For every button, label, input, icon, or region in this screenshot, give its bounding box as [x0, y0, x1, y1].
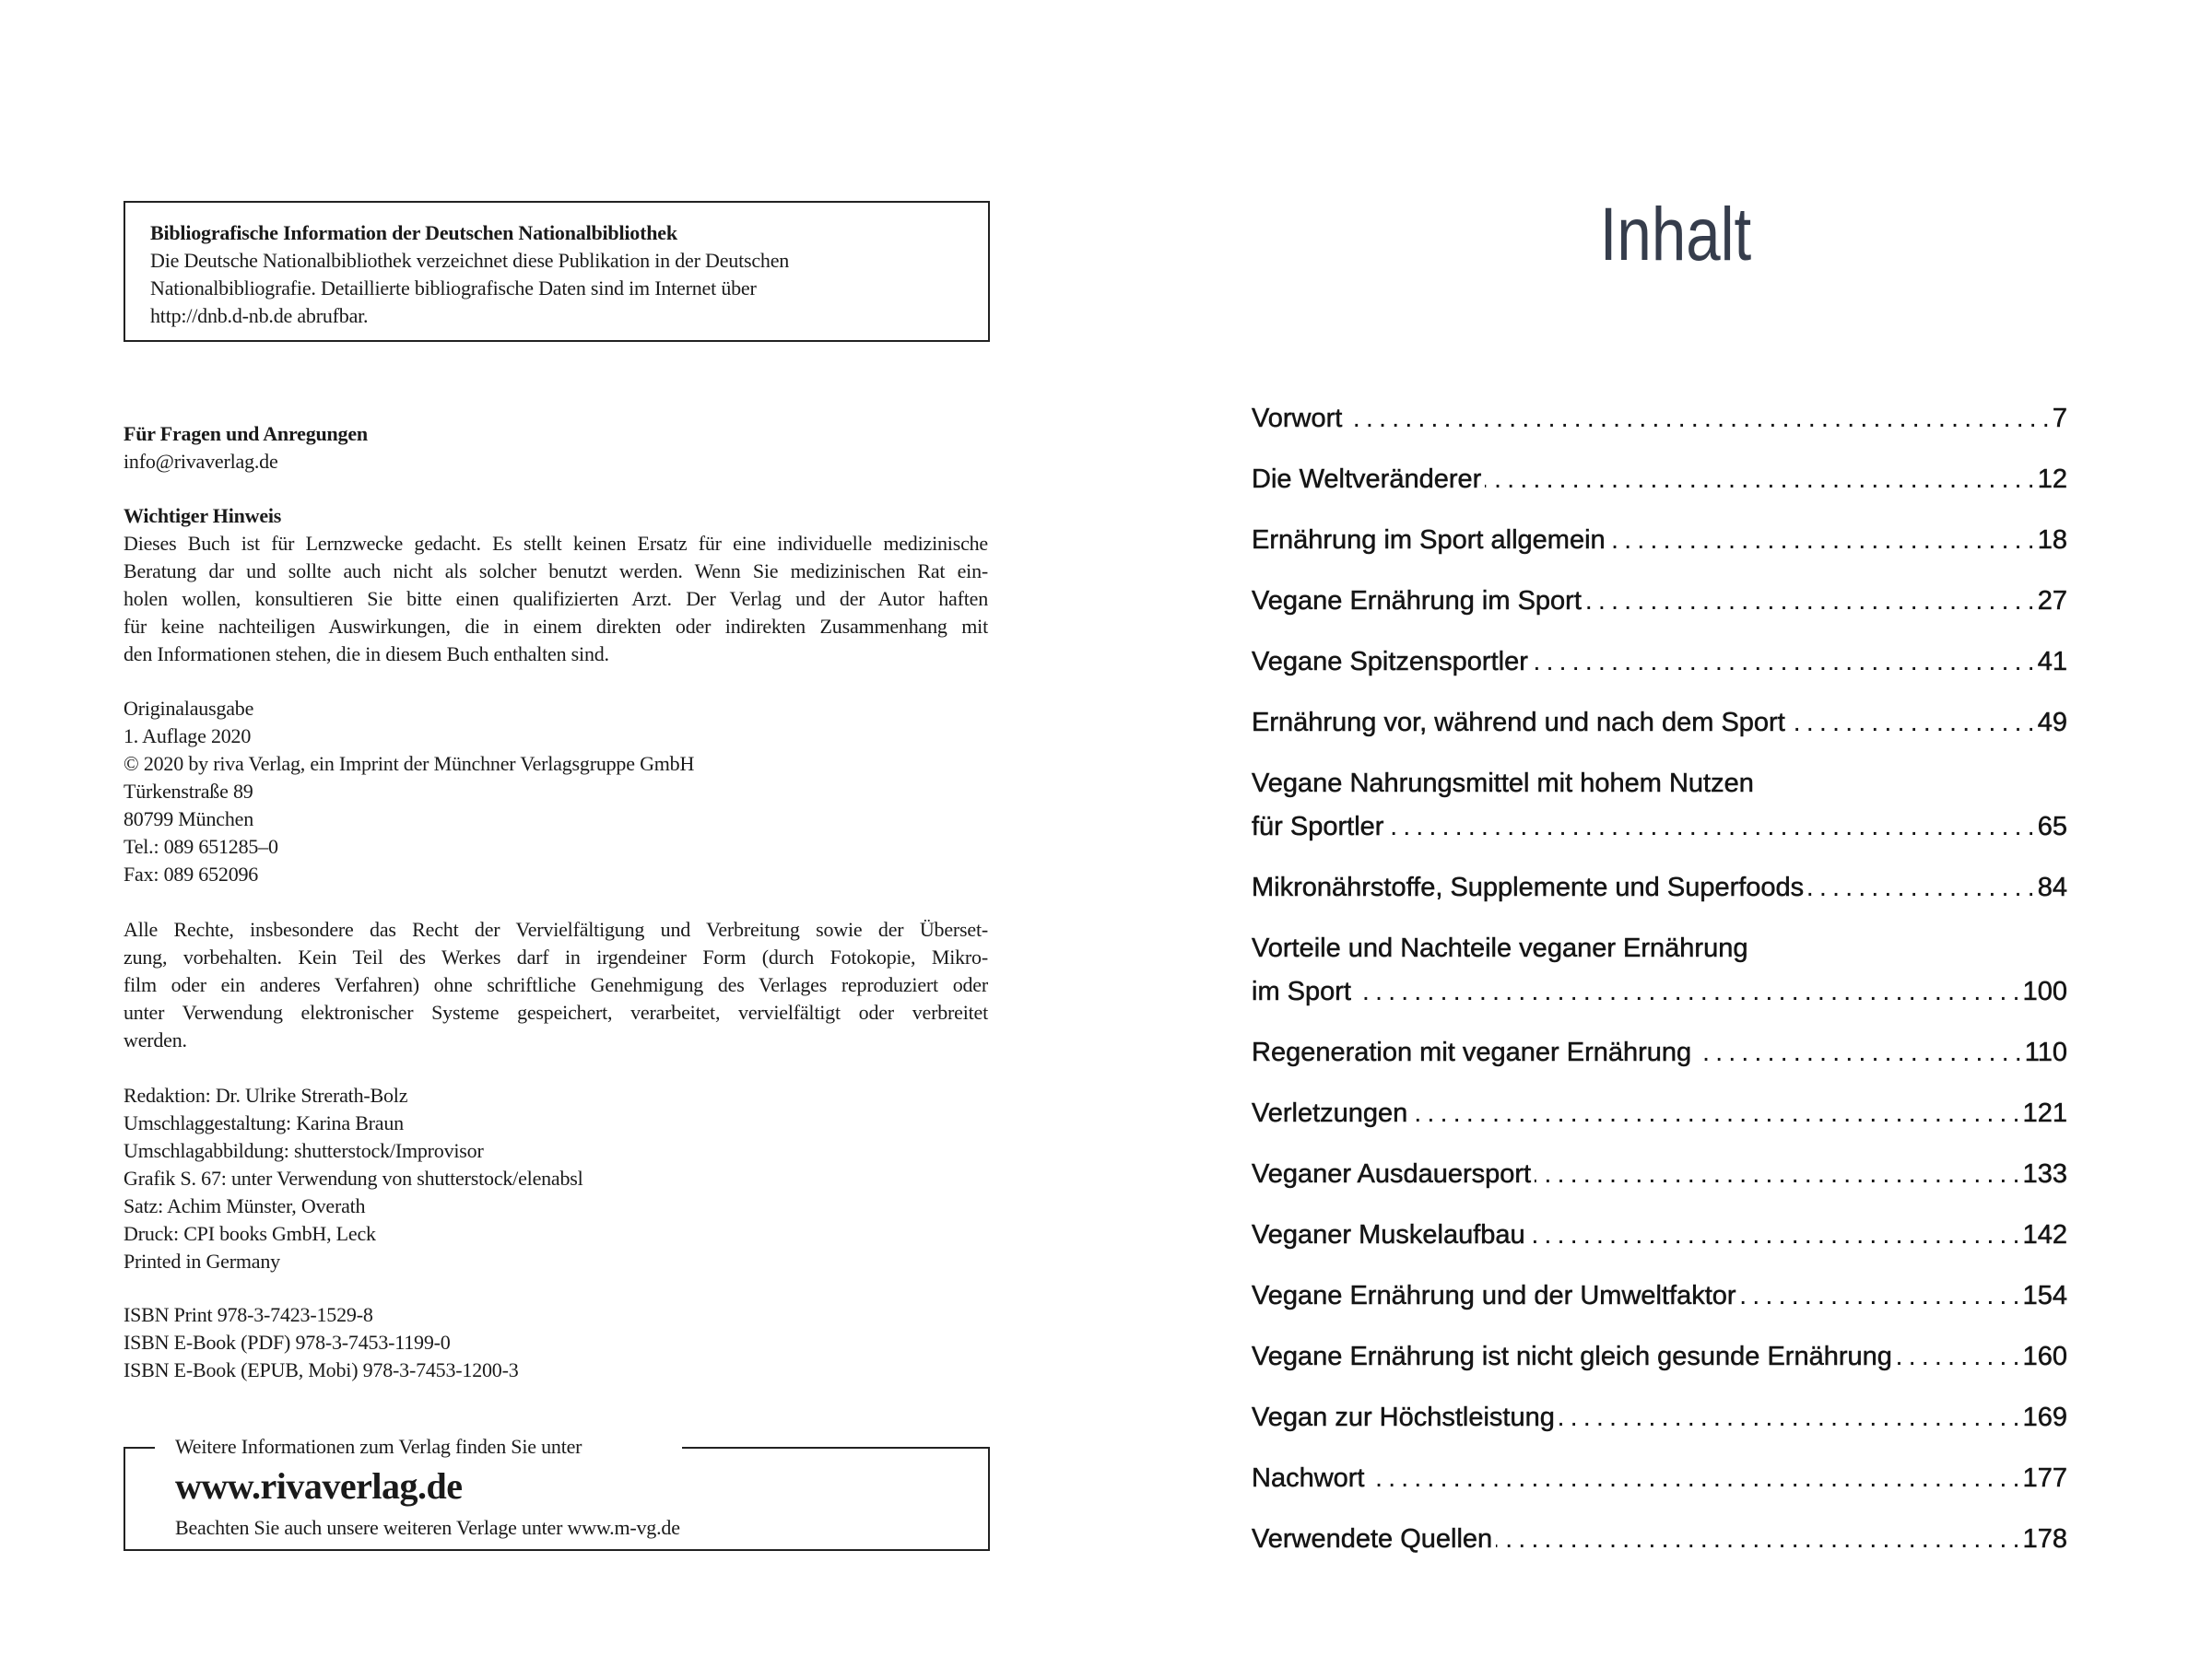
notice-line: Dieses Buch ist für Lernzwecke gedacht. Es stellt keinen Ersatz für eine individuelle medizinische: [124, 532, 988, 555]
toc-entry-line: [1252, 1457, 2067, 1500]
toc-leader-dots: [1740, 1275, 2019, 1318]
toc-entry[interactable]: [1252, 1335, 2067, 1379]
credit-line: Redaktion: Dr. Ulrike Strerath-Bolz: [124, 1084, 408, 1107]
toc-leader-dots: [1346, 397, 2049, 441]
toc-entry[interactable]: [1252, 762, 2067, 849]
toc-entry-line: [1252, 866, 2067, 910]
toc-entry[interactable]: [1252, 1153, 2067, 1196]
imprint-line: Originalausgabe: [124, 697, 254, 720]
toc-entry[interactable]: [1252, 519, 2067, 562]
credit-line: Umschlaggestaltung: Karina Braun: [124, 1111, 404, 1134]
toc-leader-dots: [1411, 1092, 2018, 1135]
toc-entry[interactable]: [1252, 927, 2067, 1014]
toc-entry-title: Nachwort: [1252, 1463, 1365, 1493]
contact-section: [124, 420, 988, 476]
toc-leader-dots: [1609, 519, 2034, 562]
rights-line: film oder ein anderes Verfahren) ohne schriftliche Genehmigung des Verlages reproduziert oder: [124, 973, 988, 996]
credit-line: Grafik S. 67: unter Verwendung von shutterstock/elenabsl: [124, 1167, 583, 1190]
toc-entry[interactable]: [1252, 1275, 2067, 1318]
credits-section: [124, 1082, 988, 1275]
publisher-web-box: [124, 1435, 990, 1551]
toc-page-number: 7: [2052, 404, 2067, 433]
toc-leader-dots: [1387, 805, 2033, 849]
toc-entry-title-line1: Vorteile und Nachteile veganer Ernährung: [1252, 934, 1748, 963]
toc-page-number: 142: [2022, 1220, 2067, 1250]
toc-entry-title: Regeneration mit veganer Ernährung: [1252, 1038, 1692, 1067]
credit-line: Umschlagabbildung: shutterstock/Improvisor: [124, 1139, 484, 1162]
toc-entry-title: Vegane Ernährung im Sport: [1252, 586, 1582, 616]
toc-leader-dots: [1369, 1457, 2019, 1500]
toc-entry-line: [1252, 1275, 2067, 1318]
toc-leader-dots: [1485, 458, 2033, 501]
notice-line: für keine nachteiligen Auswirkungen, die in einem direkten oder indirekten Zusammenhang mit: [124, 615, 988, 638]
toc-entry-title: Vegane Ernährung ist nicht gleich gesunde Ernährung: [1252, 1342, 1892, 1371]
toc-page-number: 177: [2022, 1463, 2067, 1493]
isbn-line: ISBN E-Book (EPUB, Mobi) 978-3-7453-1200-3: [124, 1358, 519, 1381]
imprint-line: Tel.: 089 651285–0: [124, 835, 278, 858]
imprint-line: Fax: 089 652096: [124, 863, 259, 886]
toc-entry-title: Die Weltveränderer: [1252, 464, 1482, 494]
toc-entry[interactable]: [1252, 1396, 2067, 1439]
imprint-line: 80799 München: [124, 807, 253, 830]
toc-page-number: 169: [2022, 1403, 2067, 1432]
web-box-note: Beachten Sie auch unsere weiteren Verlage unter www.m-vg.de: [175, 1516, 680, 1539]
toc-entry[interactable]: [1252, 1214, 2067, 1257]
toc-page-number: 12: [2037, 464, 2067, 494]
toc-entry-title: Veganer Ausdauersport: [1252, 1159, 1532, 1189]
credit-line: Satz: Achim Münster, Overath: [124, 1194, 366, 1217]
toc-entry-title: Mikronährstoffe, Supplemente und Superfoods: [1252, 873, 1805, 902]
toc-leader-dots: [1559, 1396, 2019, 1439]
toc-page-number: 65: [2037, 812, 2067, 841]
notice-heading: Wichtiger Hinweis: [124, 504, 282, 527]
isbn-line: ISBN E-Book (PDF) 978-3-7453-1199-0: [124, 1331, 451, 1354]
toc-entry-title: Ernährung im Sport allgemein: [1252, 525, 1606, 555]
contact-heading: Für Fragen und Anregungen: [124, 422, 368, 445]
toc-entry-title: im Sport: [1252, 977, 1351, 1006]
toc-entry-title: Vegane Spitzensportler: [1252, 647, 1528, 676]
imprint-line: 1. Auflage 2020: [124, 724, 252, 747]
page-title: Inhalt: [1599, 193, 1752, 276]
toc-entry-line: [1252, 1396, 2067, 1439]
bibliographic-info-box: [124, 201, 990, 342]
publisher-url-link[interactable]: www.rivaverlag.de: [175, 1465, 463, 1507]
toc-page-number: 84: [2037, 873, 2067, 902]
toc-page-number: 27: [2037, 586, 2067, 616]
toc-entry[interactable]: [1252, 640, 2067, 684]
toc-page-number: 160: [2022, 1342, 2067, 1371]
toc-entry[interactable]: [1252, 1457, 2067, 1500]
toc-entry-line: [1252, 458, 2067, 501]
rights-line: Alle Rechte, insbesondere das Recht der Vervielfältigung und Verbreitung sowie der Überset-: [124, 918, 988, 941]
box-top-rule: [682, 1447, 990, 1449]
toc-entry-title: Verwendete Quellen: [1252, 1524, 1493, 1554]
rights-line: werden.: [124, 1028, 187, 1051]
rights-section: [124, 916, 988, 1054]
imprint-section: [124, 695, 988, 888]
toc-leader-dots: [1496, 1518, 2018, 1561]
toc-entry-title-line1: Vegane Nahrungsmittel mit hohem Nutzen: [1252, 769, 1754, 798]
toc-entry[interactable]: [1252, 1092, 2067, 1135]
bib-heading: Bibliografische Information der Deutschen Nationalbibliothek: [150, 221, 677, 244]
toc-entry-title: für Sportler: [1252, 812, 1384, 841]
toc-entry[interactable]: [1252, 397, 2067, 441]
toc-leader-dots: [1355, 970, 2019, 1014]
toc-entry-line: [1252, 1031, 2067, 1075]
toc-entry-title: Ernährung vor, während und nach dem Sport: [1252, 708, 1785, 737]
toc-entry[interactable]: [1252, 866, 2067, 910]
toc-leader-dots: [1807, 866, 2034, 910]
toc-entry-line: [1252, 805, 2067, 849]
isbn-line: ISBN Print 978-3-7423-1529-8: [124, 1303, 373, 1326]
toc-entry[interactable]: [1252, 580, 2067, 623]
imprint-line: Türkenstraße 89: [124, 780, 253, 803]
notice-line: Beratung dar und sollte auch nicht als solcher benutzt werden. Wenn Sie medizinischen Rat ein-: [124, 559, 988, 582]
toc-entry-line: [1252, 970, 2067, 1014]
toc-entry-line: [1252, 1092, 2067, 1135]
toc-entry-line: [1252, 1335, 2067, 1379]
toc-entry-line: [1252, 1518, 2067, 1561]
toc-leader-dots: [1695, 1031, 2021, 1075]
contact-email: info@rivaverlag.de: [124, 450, 278, 473]
toc-entry-title: Verletzungen: [1252, 1098, 1408, 1128]
bib-line: Nationalbibliografie. Detaillierte bibliografische Daten sind im Internet über: [150, 276, 757, 300]
isbn-section: [124, 1301, 988, 1384]
toc-leader-dots: [1532, 640, 2034, 684]
toc-entry-line: [1252, 519, 2067, 562]
bib-line: http://dnb.d-nb.de abrufbar.: [150, 304, 369, 327]
toc-leader-dots: [1585, 580, 2034, 623]
toc-leader-dots: [1896, 1335, 2019, 1379]
toc-leader-dots: [1535, 1153, 2018, 1196]
toc-entry[interactable]: [1252, 1518, 2067, 1561]
box-top-rule: [124, 1447, 155, 1449]
toc-entry-title: Veganer Muskelaufbau: [1252, 1220, 1525, 1250]
toc-entry[interactable]: [1252, 1031, 2067, 1075]
bib-line: Die Deutsche Nationalbibliothek verzeichnet diese Publikation in der Deutschen: [150, 249, 790, 272]
toc-entry-title: Vorwort: [1252, 404, 1343, 433]
toc-entry-line: [1252, 580, 2067, 623]
rights-line: zung, vorbehalten. Kein Teil des Werkes darf in irgendeiner Form (durch Fotokopie, Mikro-: [124, 946, 988, 969]
rights-line: unter Verwendung elektronischer Systeme gespeichert, verarbeitet, vervielfältigt oder verbreitet: [124, 1001, 988, 1024]
toc-entry[interactable]: [1252, 458, 2067, 501]
notice-line: holen wollen, konsultieren Sie bitte einen qualifizierten Arzt. Der Verlag und der Autor haften: [124, 587, 988, 610]
imprint-line: © 2020 by riva Verlag, ein Imprint der Münchner Verlagsgruppe GmbH: [124, 752, 695, 775]
table-of-contents: [1252, 397, 2067, 1579]
toc-entry-line: [1252, 1153, 2067, 1196]
toc-page-number: 100: [2022, 977, 2067, 1006]
toc-entry-line: [1252, 1214, 2067, 1257]
credit-line: Printed in Germany: [124, 1250, 280, 1273]
toc-page-number: 133: [2022, 1159, 2067, 1189]
toc-page-number: 121: [2022, 1098, 2067, 1128]
toc-entry-title: Vegan zur Höchstleistung: [1252, 1403, 1555, 1432]
toc-page-number: 18: [2037, 525, 2067, 555]
notice-line: den Informationen stehen, die in diesem Buch enthalten sind.: [124, 642, 609, 665]
toc-page-number: 110: [2024, 1038, 2067, 1067]
toc-leader-dots: [1529, 1214, 2019, 1257]
toc-page-number: 49: [2037, 708, 2067, 737]
toc-page-number: 41: [2037, 647, 2067, 676]
credit-line: Druck: CPI books GmbH, Leck: [124, 1222, 376, 1245]
toc-entry-line: [1252, 701, 2067, 745]
toc-page-number: 178: [2022, 1524, 2067, 1554]
toc-entry-title: Vegane Ernährung und der Umweltfaktor: [1252, 1281, 1736, 1310]
toc-entry-line: [1252, 640, 2067, 684]
web-box-legend: Weitere Informationen zum Verlag finden Sie unter: [175, 1435, 582, 1458]
notice-section: [124, 502, 988, 668]
toc-page-number: 154: [2022, 1281, 2067, 1310]
toc-leader-dots: [1789, 701, 2034, 745]
toc-entry[interactable]: [1252, 701, 2067, 745]
toc-entry-line: [1252, 397, 2067, 441]
